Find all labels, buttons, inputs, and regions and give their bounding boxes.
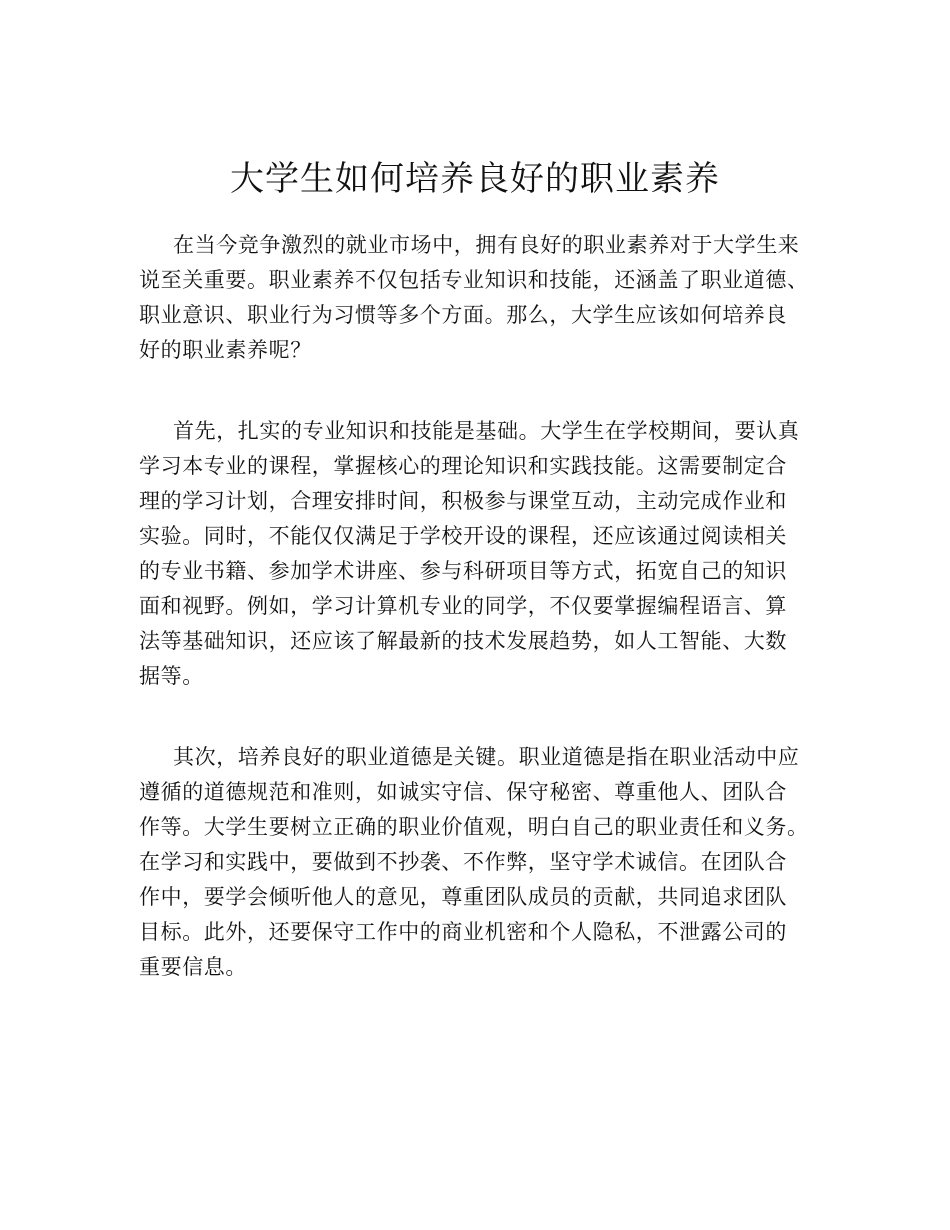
paragraph-line: 据等。 [139,664,204,688]
paragraph-line: 实验。同时，不能仅仅满足于学校开设的课程，还应该通过阅读相关 [139,524,787,548]
paragraph-line: 在当今竞争激烈的就业市场中，拥有良好的职业素养对于大学生来 [173,233,800,257]
paragraph-line: 的专业书籍、参加学术讲座、参与科研项目等方式，拓宽自己的知识 [139,559,787,583]
paragraph-line: 作中，要学会倾听他人的意见，尊重团队成员的贡献，共同追求团队 [139,885,787,909]
paragraph-line: 其次，培养良好的职业道德是关键。职业道德是指在职业活动中应 [173,745,800,769]
paragraph-line: 法等基础知识，还应该了解最新的技术发展趋势，如人工智能、大数 [139,629,787,653]
paragraph-line: 重要信息。 [139,955,247,979]
paragraph-line: 理的学习计划，合理安排时间，积极参与课堂互动，主动完成作业和 [139,489,787,513]
paragraph-line: 职业意识、职业行为习惯等多个方面。那么，大学生应该如何培养良 [139,303,787,327]
page-title: 大学生如何培养良好的职业素养 [230,159,720,199]
paragraph-line: 学习本专业的课程，掌握核心的理论知识和实践技能。这需要制定合 [139,454,787,478]
paragraph-line: 遵循的道德规范和准则，如诚实守信、保守秘密、尊重他人、团队合 [139,780,787,804]
paragraph-1 [139,228,839,368]
paragraph-3 [139,740,839,985]
paragraph-line: 说至关重要。职业素养不仅包括专业知识和技能，还涵盖了职业道德、 [139,268,809,292]
paragraph-2 [139,414,839,694]
paragraph-line: 作等。大学生要树立正确的职业价值观，明白自己的职业责任和义务。 [139,815,809,839]
paragraph-line: 面和视野。例如，学习计算机专业的同学，不仅要掌握编程语言、算 [139,594,787,618]
paragraph-line: 目标。此外，还要保守工作中的商业机密和个人隐私，不泄露公司的 [139,920,787,944]
paragraph-line: 在学习和实践中，要做到不抄袭、不作弊，坚守学术诚信。在团队合 [139,850,787,874]
paragraph-line: 好的职业素养呢？ [139,338,312,362]
paragraph-line: 首先，扎实的专业知识和技能是基础。大学生在学校期间，要认真 [173,419,800,443]
